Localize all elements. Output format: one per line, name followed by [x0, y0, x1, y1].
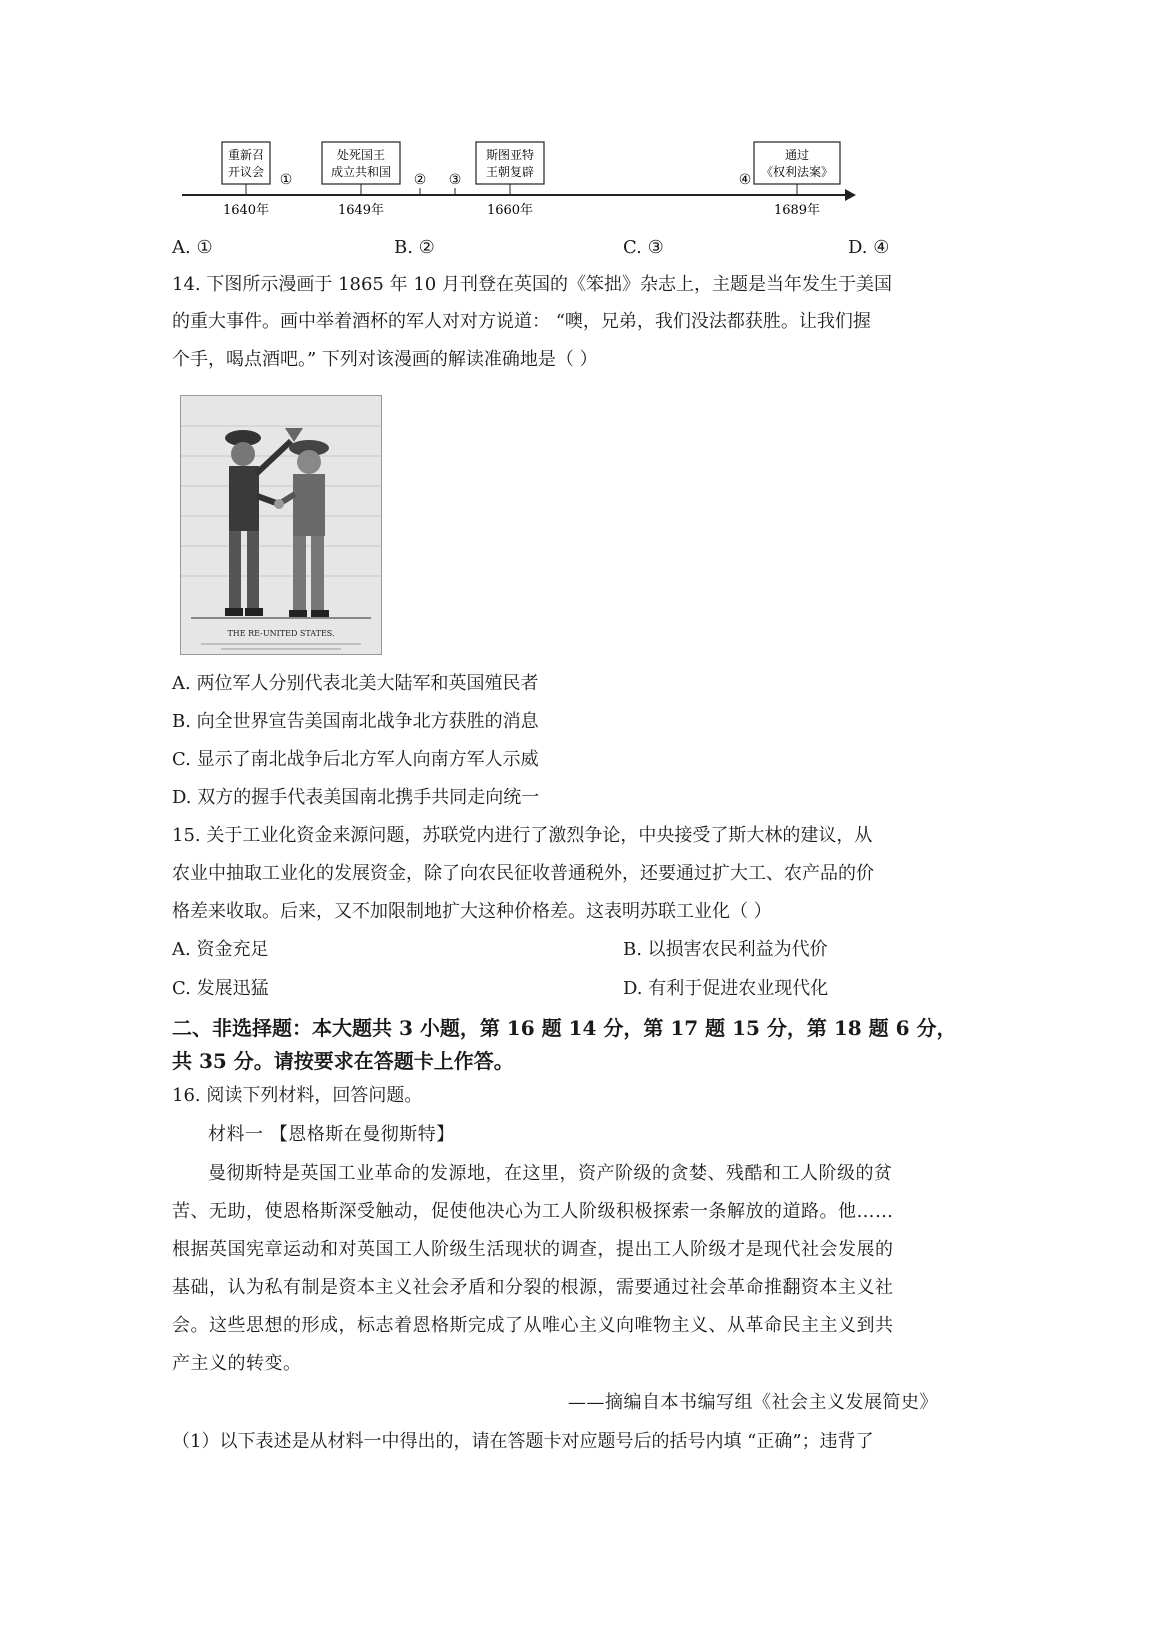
- timeline-year-1689: 1689年: [773, 203, 821, 218]
- material-1-title: 材料一 【恩格斯在曼彻斯特】: [208, 1124, 455, 1145]
- q14-option-d: D. 双方的握手代表美国南北携手共同走向统一: [172, 787, 540, 808]
- q14-stem-line-3: 个手，喝点酒吧。” 下列对该漫画的解读准确地是（ ）: [172, 349, 598, 370]
- timeline-marker-4: ④: [738, 172, 752, 188]
- q15-option-b: B. 以损害农民利益为代价: [623, 939, 828, 960]
- civil-war-cartoon-image: [180, 395, 382, 655]
- cartoon-caption: THE RE-UNITED STATES.: [227, 629, 335, 638]
- timeline-year-1649: 1649年: [337, 203, 385, 218]
- material-1-line-6: 产主义的转变。: [172, 1353, 302, 1374]
- q15-stem-line-3: 格差来收取。后来，又不加限制地扩大这种价格差。这表明苏联工业化（ ）: [172, 901, 772, 922]
- timeline-marker-3: ③: [448, 172, 462, 188]
- timeline-year-1660: 1660年: [486, 203, 534, 218]
- q13-option-b: B. ②: [394, 237, 435, 258]
- material-1-line-4: 基础，认为私有制是资本主义社会矛盾和分裂的根源，需要通过社会革命推翻资本主义社: [172, 1277, 894, 1298]
- q13-option-d: D. ④: [848, 237, 890, 258]
- timeline-marker-1: ①: [279, 172, 293, 188]
- svg-text:斯图亚特: 斯图亚特: [485, 148, 535, 162]
- svg-text:通过: 通过: [784, 148, 810, 162]
- material-1-line-3: 根据英国宪章运动和对英国工人阶级生活现状的调查，提出工人阶级才是现代社会发展的: [172, 1239, 894, 1260]
- timeline-event-3: [476, 142, 544, 195]
- timeline-arrow: [845, 189, 856, 201]
- timeline-event-1: [222, 142, 270, 195]
- section-2-heading-line-1: 二、非选择题：本大题共 3 小题，第 16 题 14 分，第 17 题 15 分，第 18 题 6 分，: [172, 1016, 957, 1040]
- q13-option-a: A. ①: [172, 237, 213, 258]
- q14-stem-line-2: 的重大事件。画中举着酒杯的军人对对方说道： “噢，兄弟，我们没法都获胜。让我们握: [172, 311, 871, 332]
- timeline-year-1640: 1640年: [222, 203, 270, 218]
- material-1-line-2: 苦、无助，使恩格斯深受触动，促使他决心为工人阶级积极探索一条解放的道路。他……: [172, 1201, 894, 1222]
- material-1-source: ——摘编自本书编写组《社会主义发展简史》: [568, 1392, 938, 1413]
- svg-text:《权利法案》: 《权利法案》: [760, 165, 834, 179]
- timeline-event-4: [754, 142, 840, 195]
- q14-stem-line-1: 14. 下图所示漫画于 1865 年 10 月刊登在英国的《笨拙》杂志上，主题是当年发生于美国: [172, 274, 892, 295]
- timeline-diagram: [180, 140, 860, 220]
- q15-stem-line-2: 农业中抽取工业化的发展资金，除了向农民征收普通税外，还要通过扩大工、农产品的价: [172, 863, 874, 884]
- q16-intro: 16. 阅读下列材料，回答问题。: [172, 1085, 423, 1106]
- material-1-line-1: 曼彻斯特是英国工业革命的发源地，在这里，资产阶级的贪婪、残酷和工人阶级的贫: [208, 1163, 893, 1184]
- timeline-marker-2: ②: [413, 172, 427, 188]
- svg-text:王朝复辟: 王朝复辟: [485, 165, 535, 179]
- q15-option-c: C. 发展迅猛: [172, 978, 269, 999]
- q16-sub-1: （1）以下表述是从材料一中得出的，请在答题卡对应题号后的括号内填 “正确”；违背了: [172, 1431, 874, 1452]
- q15-option-a: A. 资金充足: [172, 939, 269, 960]
- q14-option-c: C. 显示了南北战争后北方军人向南方军人示威: [172, 749, 539, 770]
- q15-stem-line-1: 15. 关于工业化资金来源问题，苏联党内进行了激烈争论，中央接受了斯大林的建议，从: [172, 825, 873, 846]
- q13-option-c: C. ③: [623, 237, 664, 258]
- svg-text:处死国王: 处死国王: [336, 148, 386, 162]
- svg-text:开议会: 开议会: [227, 165, 265, 179]
- svg-text:成立共和国: 成立共和国: [330, 165, 392, 179]
- material-1-line-5: 会。这些思想的形成，标志着恩格斯完成了从唯心主义向唯物主义、从革命民主主义到共: [172, 1315, 894, 1336]
- q14-option-a: A. 两位军人分别代表北美大陆军和英国殖民者: [172, 673, 539, 694]
- q14-option-b: B. 向全世界宣告美国南北战争北方获胜的消息: [172, 711, 539, 732]
- timeline-event-2: [322, 142, 400, 195]
- svg-text:重新召: 重新召: [227, 148, 265, 162]
- section-2-heading-line-2: 共 35 分。请按要求在答题卡上作答。: [172, 1049, 514, 1073]
- q15-option-d: D. 有利于促进农业现代化: [623, 978, 829, 999]
